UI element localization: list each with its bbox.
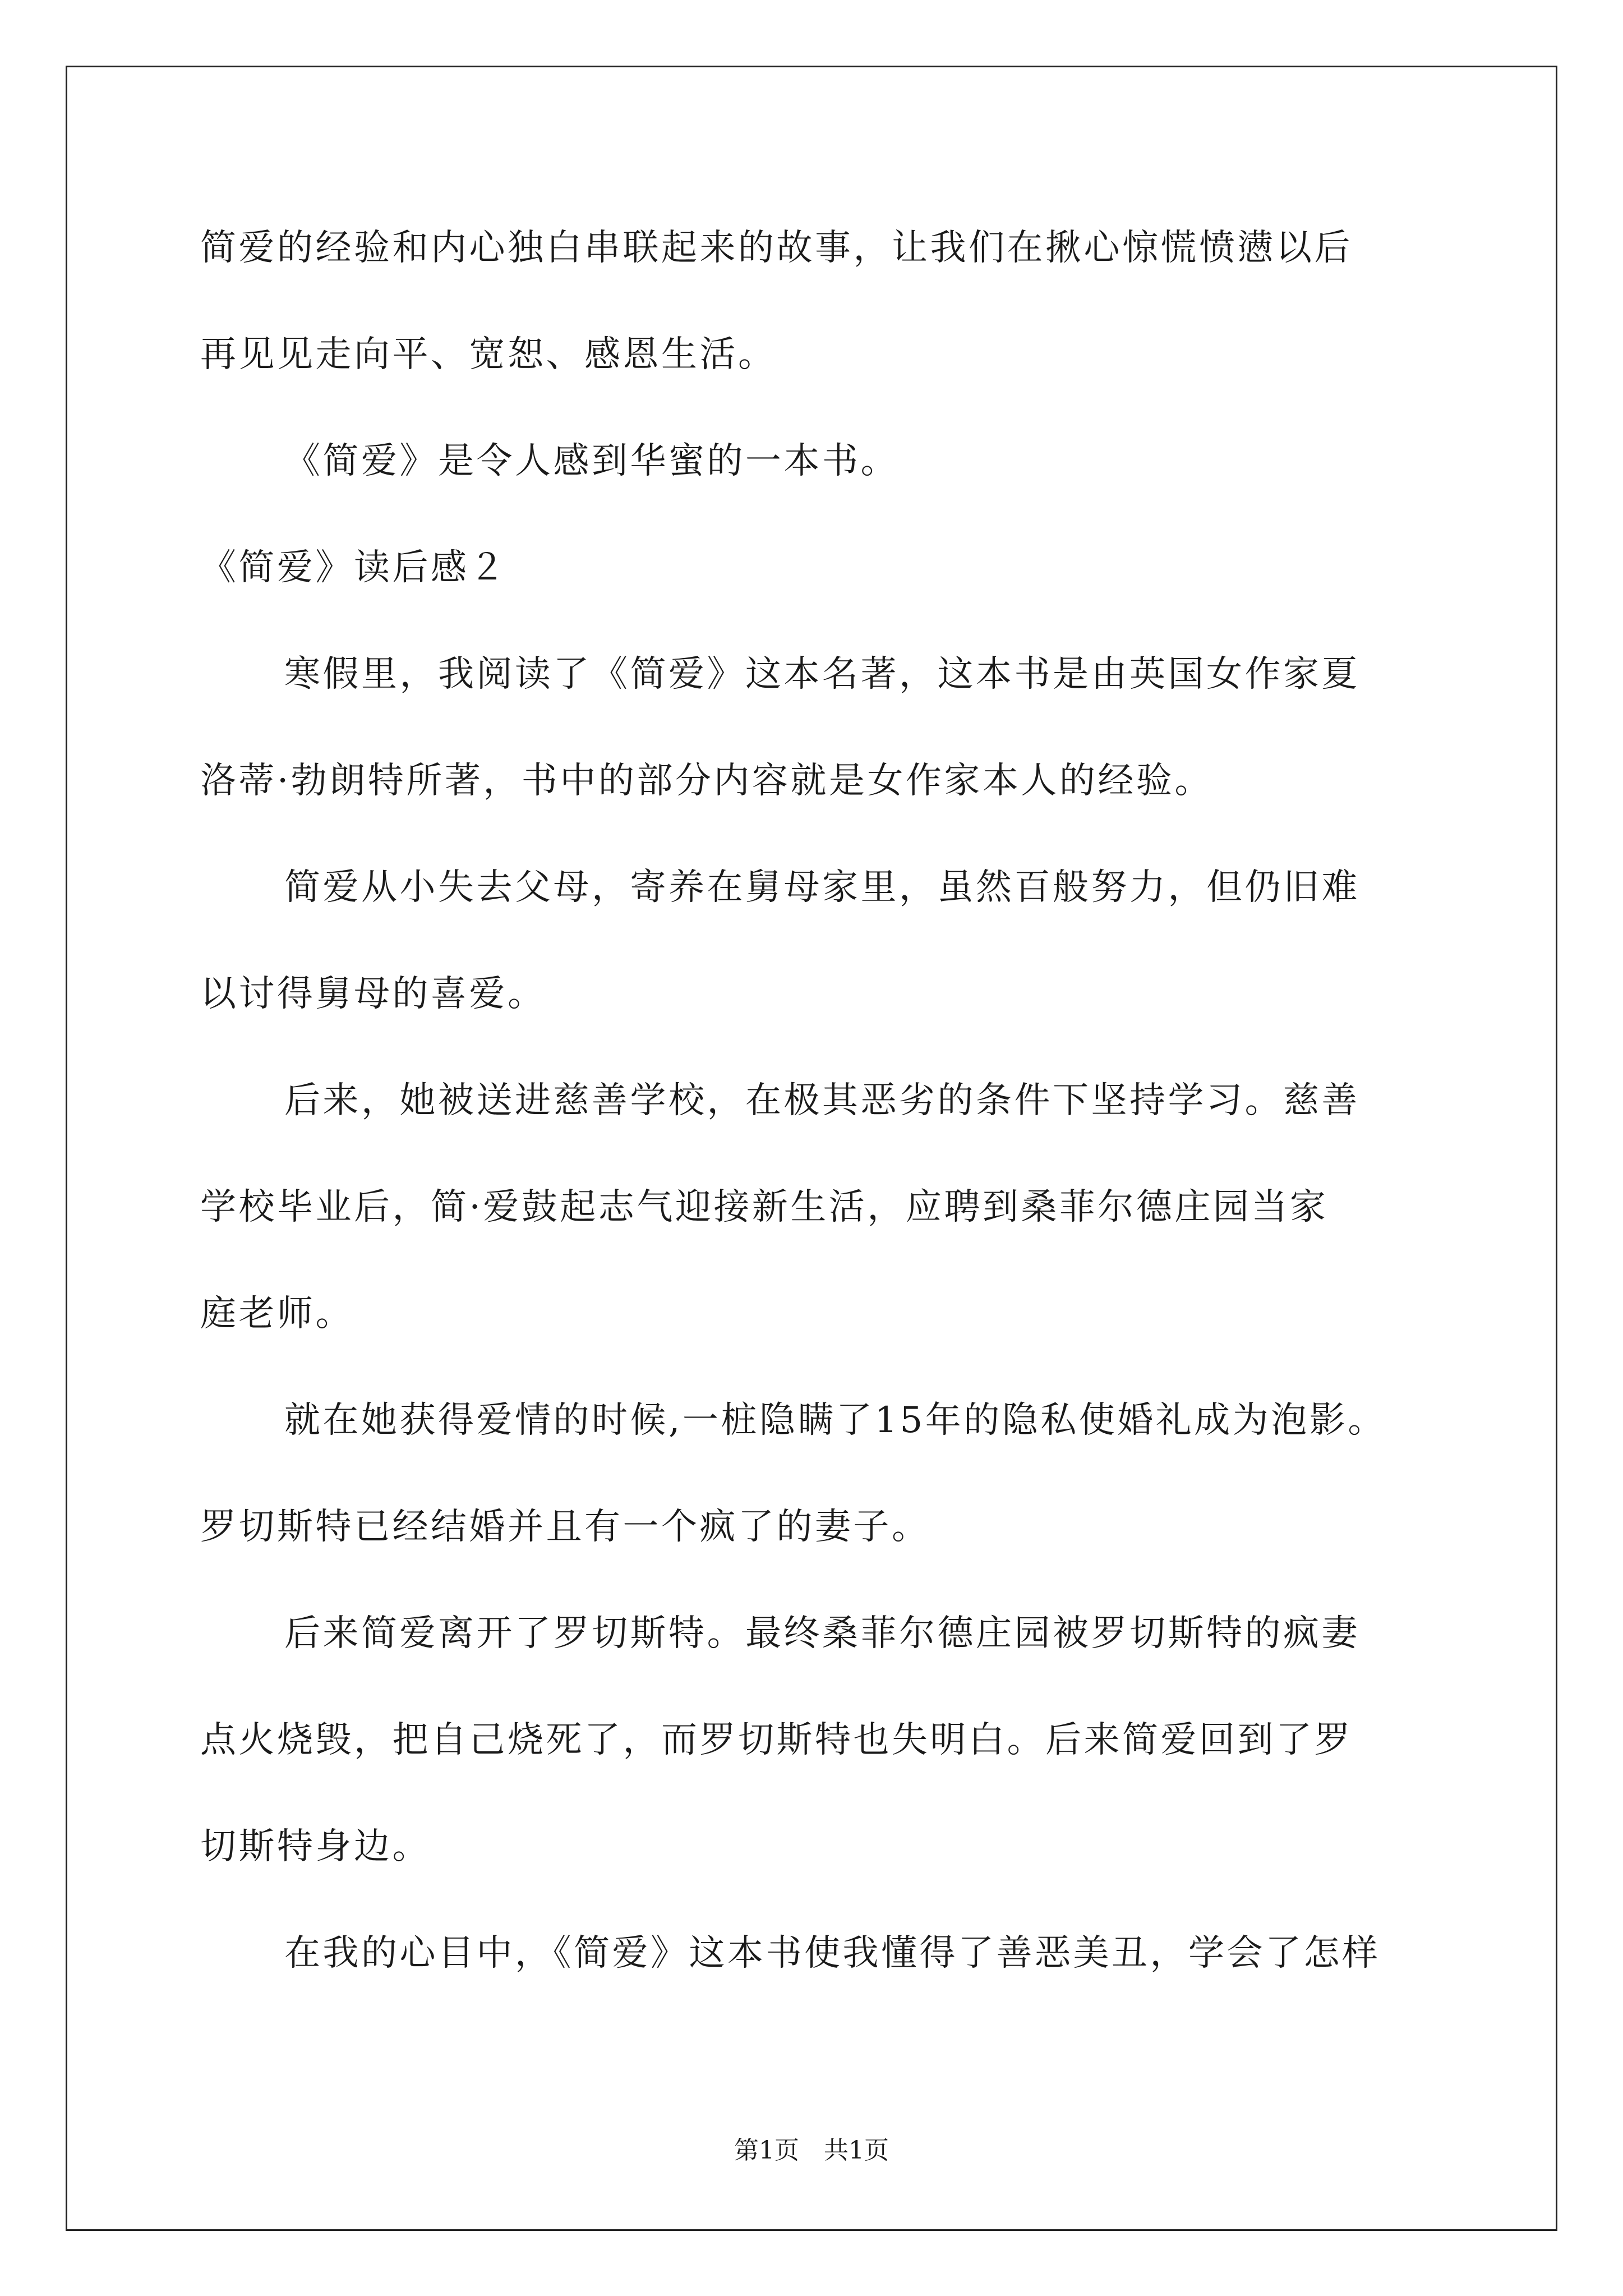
text-line: 简爱的经验和内心独白串联起来的故事，让我们在揪心惊慌愤懑以后 bbox=[200, 227, 1353, 269]
text-line: 再见见走向平、宽恕、感恩生活。 bbox=[200, 334, 777, 375]
text-line: 简爱从小失去父母，寄养在舅母家里，虽然百般努力，但仍旧难 bbox=[284, 867, 1360, 908]
text-line: 洛蒂·勃朗特所著，书中的部分内容就是女作家本人的经验。 bbox=[200, 760, 1213, 802]
text-line: 就在她获得爱情的时候,一桩隐瞒了15年的隐私使婚礼成为泡影。 bbox=[284, 1400, 1386, 1441]
text-line: 以讨得舅母的喜爱。 bbox=[200, 973, 546, 1015]
text-line: 罗切斯特已经结婚并且有一个疯了的妻子。 bbox=[200, 1506, 930, 1548]
text-line: 切斯特身边。 bbox=[200, 1826, 431, 1867]
page-footer: 第1页 共1页 bbox=[734, 2136, 889, 2165]
text-line: 点火烧毁，把自己烧死了，而罗切斯特也失明白。后来简爱回到了罗 bbox=[200, 1719, 1353, 1761]
page-border bbox=[66, 66, 1557, 2231]
text-line: 在我的心目中，《简爱》这本书使我懂得了善恶美丑，学会了怎样 bbox=[284, 1932, 1381, 1974]
text-line: 《简爱》是令人感到华蜜的一本书。 bbox=[284, 440, 899, 482]
section-heading: 《简爱》读后感２ bbox=[200, 547, 508, 588]
text-line: 庭老师。 bbox=[200, 1293, 354, 1335]
text-line: 后来，她被送进慈善学校，在极其恶劣的条件下坚持学习。慈善 bbox=[284, 1080, 1360, 1121]
text-line: 寒假里，我阅读了《简爱》这本名著，这本书是由英国女作家夏 bbox=[284, 654, 1360, 695]
text-line: 学校毕业后，简·爱鼓起志气迎接新生活，应聘到桑菲尔德庄园当家 bbox=[200, 1186, 1329, 1228]
text-line: 后来简爱离开了罗切斯特。最终桑菲尔德庄园被罗切斯特的疯妻 bbox=[284, 1613, 1360, 1654]
